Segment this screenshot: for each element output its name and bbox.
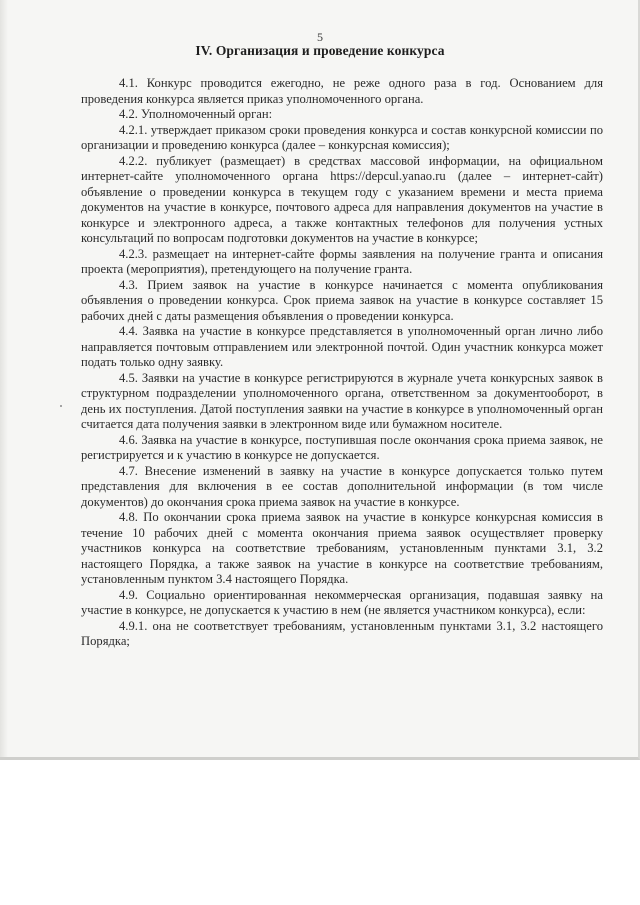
paragraph-4-9: 4.9. Социально ориентированная некоммерческая организация, подавшая заявку на участие в конкурсе, не допускается к участию в нем (не является участником конкурса), если: [81,587,603,617]
paragraph-4-2-2: 4.2.2. публикует (размещает) в средствах массовой информации, на официальном интернет-сайте уполномоченного органа https://depcul.yanao.ru (далее – интернет-сайт) объявление о проведении конкурса в текущем году с указанием времени и места приема документов на участие в конкурсе, почтового адреса для направления документов на участие в конкурсе и электронного адреса, а также контактных телефонов для получения устных консультаций по вопросам подготовки документов на участие в конкурсе; [81,153,603,245]
section-title: IV. Организация и проведение конкурса [195,43,445,58]
paragraph-4-5: 4.5. Заявки на участие в конкурсе регистрируются в журнале учета конкурсных заявок в структурном подразделении уполномоченного органа, ответственном за документооборот, в день их поступления. Датой поступления заявки на участие в конкурсе в уполномоченный орган считается дата получения заявки в электронном виде или бумажном носителе. [81,370,603,431]
paragraph-4-2-3: 4.2.3. размещает на интернет-сайте формы заявления на получение гранта и описания проекта (мероприятия), претендующего на получение гранта. [81,246,603,276]
page-number: 5 [317,30,323,44]
document-body [81,76,603,650]
paragraph-4-2: 4.2. Уполномоченный орган: [119,107,273,121]
paragraph-4-6: 4.6. Заявка на участие в конкурсе, поступившая после окончания срока приема заявок, не регистрируется и к участию в конкурсе не допускается. [81,432,603,462]
paragraph-4-1: 4.1. Конкурс проводится ежегодно, не реже одного раза в год. Основанием для проведения конкурса является приказ уполномоченного органа. [81,76,603,106]
paragraph-4-9-1: 4.9.1. она не соответствует требованиям, установленным пунктами 3.1, 3.2 настоящего Порядка; [81,618,603,648]
scan-speck [60,405,62,407]
paragraph-4-3: 4.3. Прием заявок на участие в конкурсе начинается с момента опубликования объявления о проведении конкурса. Срок приема заявок на участие в конкурсе составляет 15 рабочих дней с даты размещения объявления о проведении конкурса. [81,277,603,323]
paragraph-4-2-1: 4.2.1. утверждает приказом сроки проведения конкурса и состав конкурсной комиссии по организации и проведению конкурса (далее – конкурсная комиссия); [81,122,603,152]
paragraph-4-7: 4.7. Внесение изменений в заявку на участие в конкурсе допускается только путем представления для включения в ее состав дополнительной информации (в том числе документов) до окончания срока приема заявок на участие в конкурсе. [81,463,603,509]
paragraph-4-8: 4.8. По окончании срока приема заявок на участие в конкурсе конкурсная комиссия в течение 10 рабочих дней с момента окончания приема заявок осуществляет проверку участников конкурса на соответствие требованиям, установленным пунктами 3.1, 3.2 настоящего Порядка, а также заявок на участие в конкурсе на соответствие требованиям, установленным пунктом 3.4 настоящего Порядка. [81,510,603,586]
paragraph-4-4: 4.4. Заявка на участие в конкурсе представляется в уполномоченный орган лично либо направляется почтовым отправлением или электронной почтой. Один участник конкурса может подать только одну заявку. [81,324,603,369]
